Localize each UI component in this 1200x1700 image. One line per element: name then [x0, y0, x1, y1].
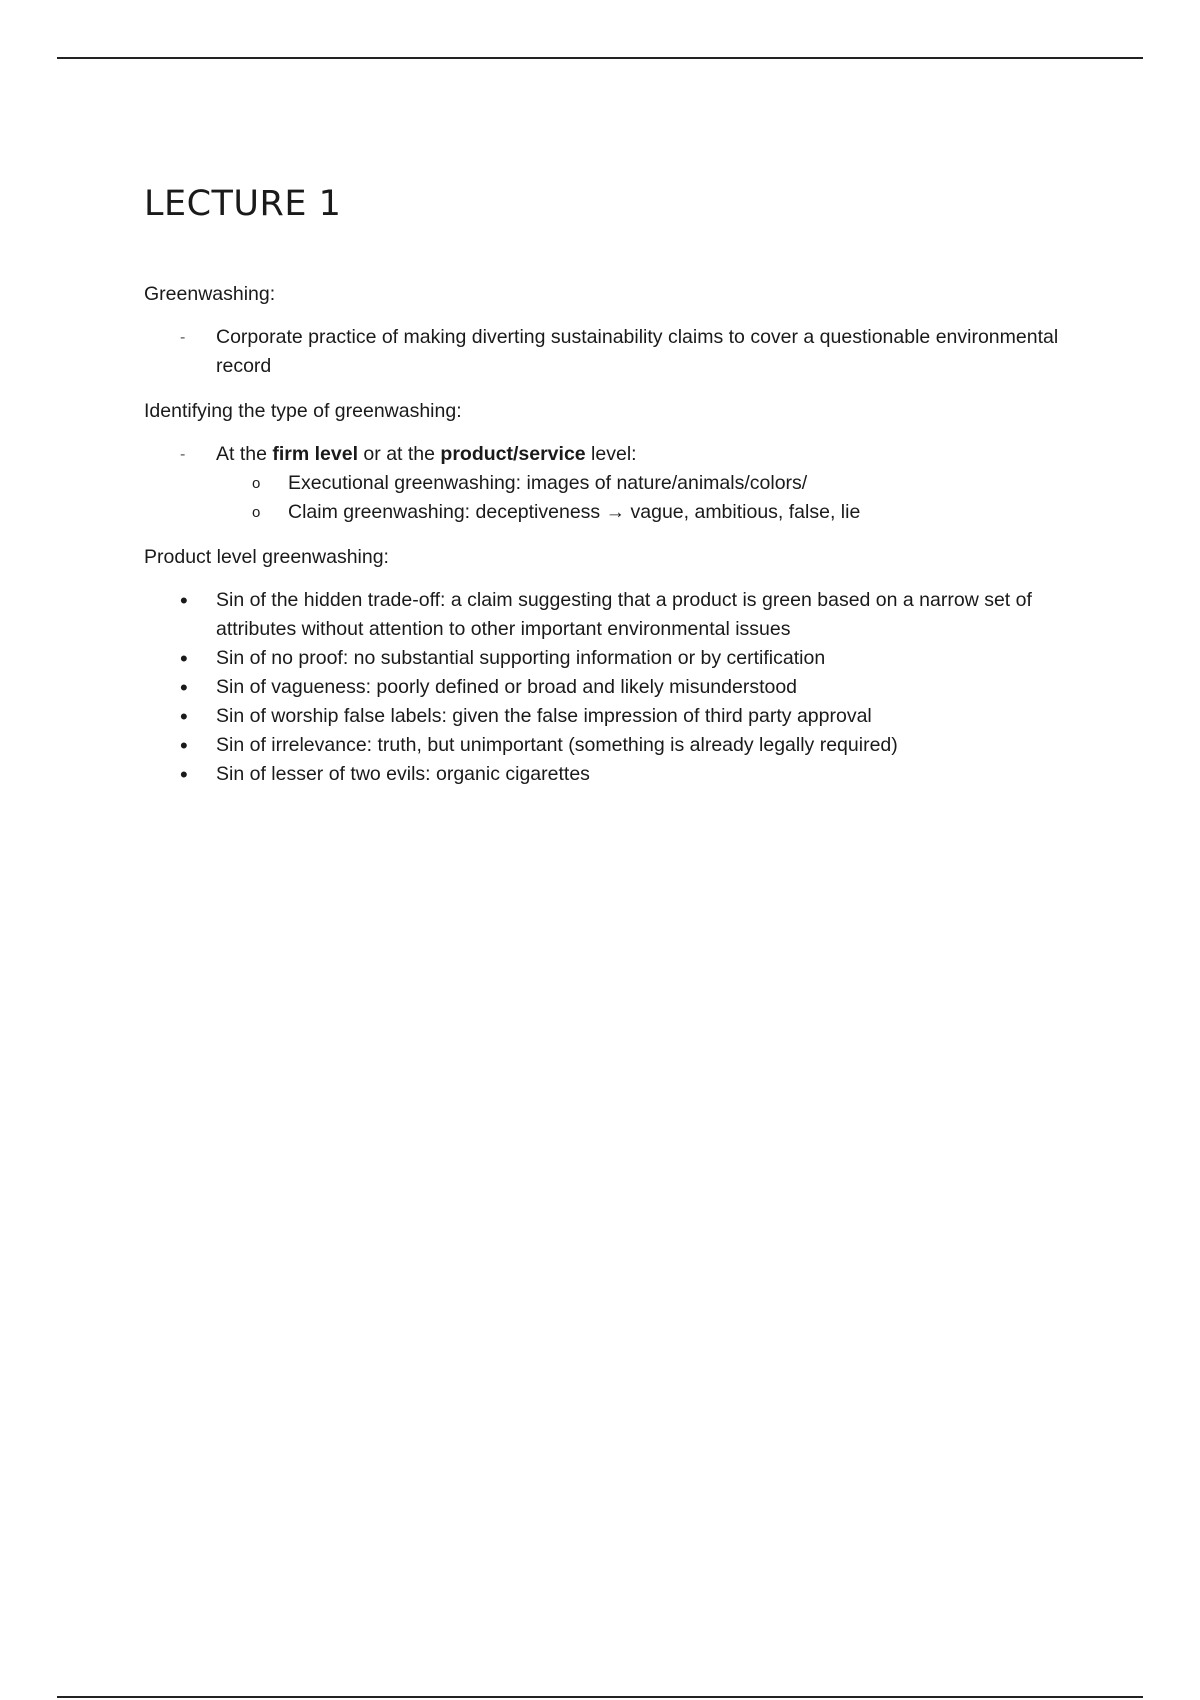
sub-list	[216, 469, 1094, 527]
section-heading-greenwashing: Greenwashing:	[144, 283, 276, 305]
list-item	[144, 673, 1094, 702]
document-body	[144, 178, 1094, 805]
circle-marker: o	[252, 475, 261, 492]
list-item	[144, 323, 1094, 381]
list-item	[144, 586, 1094, 644]
list-item-text: Sin of worship false labels: given the false impression of third party approval	[216, 705, 872, 727]
list-item	[144, 731, 1094, 760]
bullet-marker: •	[180, 588, 188, 613]
text-prefix: At the	[216, 443, 273, 465]
circle-marker: o	[252, 504, 261, 521]
list-item	[144, 702, 1094, 731]
list-item-text: Sin of lesser of two evils: organic cigarettes	[216, 763, 590, 785]
bold-product-service: product/service	[440, 443, 586, 465]
bullet-marker: •	[180, 646, 188, 671]
bold-firm-level: firm level	[272, 443, 359, 465]
list-item-text: Sin of no proof: no substantial supporting information or by certification	[216, 647, 826, 669]
page-title: LECTURE 1	[144, 184, 342, 224]
dash-marker: -	[180, 329, 186, 346]
list-item-text: Corporate practice of making diverting sustainability claims to cover a questionable environmental record	[216, 326, 1059, 377]
list-item-text: Sin of vagueness: poorly defined or broad and likely misunderstood	[216, 676, 798, 698]
sub-list-item-text: Claim greenwashing: deceptiveness → vague, ambitious, false, lie	[288, 501, 861, 523]
list-item-text: Sin of the hidden trade-off: a claim suggesting that a product is green based on a narrow set of attributes without attention to other important environmental issues	[216, 589, 1032, 640]
bullet-marker: •	[180, 704, 188, 729]
list-item	[144, 440, 1094, 527]
bullet-marker: •	[180, 675, 188, 700]
dash-marker: -	[180, 446, 186, 463]
text-suffix: level:	[585, 443, 637, 465]
bullet-marker: •	[180, 733, 188, 758]
section-heading-product-level: Product level greenwashing:	[144, 546, 389, 568]
list-item	[144, 644, 1094, 673]
section-heading-identifying: Identifying the type of greenwashing:	[144, 400, 462, 422]
header-rule	[57, 57, 1143, 59]
sub-list-item	[216, 498, 1094, 527]
list-item-text	[216, 443, 637, 465]
footer-rule	[57, 1696, 1143, 1698]
greenwashing-list	[144, 323, 1094, 381]
bullet-marker: •	[180, 762, 188, 787]
sub-list-item	[216, 469, 1094, 498]
sins-list	[144, 586, 1094, 789]
identifying-list	[144, 440, 1094, 527]
sub-list-item-text: Executional greenwashing: images of nature/animals/colors/	[288, 472, 808, 494]
list-item-text: Sin of irrelevance: truth, but unimportant (something is already legally required)	[216, 734, 898, 756]
list-item	[144, 760, 1094, 789]
text-middle: or at the	[358, 443, 441, 465]
